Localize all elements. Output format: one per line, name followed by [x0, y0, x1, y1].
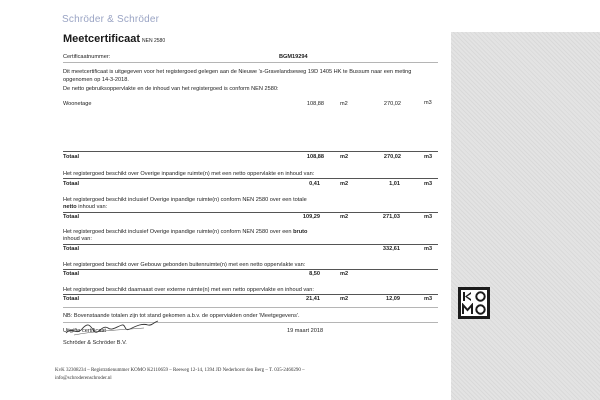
unit-area: m2: [340, 181, 349, 187]
total-label: Totaal: [63, 154, 80, 160]
unit-area: m2: [340, 101, 348, 107]
cert-number-label: Certificaatnummer:: [63, 54, 111, 60]
overige-total-label: Totaal: [63, 181, 80, 187]
total-area: 108,88: [306, 154, 324, 160]
row-volume-woonetage: 270,02: [383, 101, 401, 107]
komo-logo: [458, 287, 490, 319]
section-divider: [63, 269, 438, 270]
note-text: NB: Bovenstaande totalen zijn tot stand gekomen a.b.v. de opperviakten onder 'Meetgegevens'.: [63, 313, 300, 319]
unit-volume: m3: [424, 246, 433, 252]
side-band: [451, 32, 600, 400]
cert-number-value: BGM19294: [279, 54, 308, 60]
komo-o2-icon: [474, 303, 487, 316]
section-divider: [63, 178, 438, 179]
unit-volume: m3: [424, 296, 433, 302]
row-area-woonetage: 108,88: [306, 101, 324, 107]
row-label-woonetage: Woonetage: [63, 101, 92, 107]
section-heading-overige: Het registergoed beschikt over Overige inpandige ruimte(n) met een netto oppervlakte en inhoud van:: [63, 171, 315, 177]
bruto-emphasis: bruto: [293, 229, 308, 235]
bruto-text: Het registergoed beschikt inclusief Overige inpandige ruimte(n) conform NEN 2580 over een: [63, 229, 294, 235]
footer-email: info@schroderenschroder.nl: [55, 376, 112, 381]
overige-volume: 1,01: [389, 181, 400, 187]
komo-m-icon: [461, 303, 474, 316]
externe-total-label: Totaal: [63, 296, 80, 302]
unit-area: m2: [340, 214, 349, 220]
issue-date: 19 maart 2018: [287, 328, 324, 334]
intro-conform: De netto gebruiksoppervlakte en de inhoud van het registergoed is conform NEN 2580:: [63, 86, 279, 92]
netto-rest: inhoud van:: [76, 204, 108, 210]
gebouw-total-label: Totaal: [63, 271, 80, 277]
section-divider: [63, 294, 438, 295]
unit-volume: m3: [424, 181, 433, 187]
unit-volume: m3: [424, 214, 433, 220]
section-heading-externe: Het registergoed beschikt daarnaast over externe ruimte(n) met een netto oppervlakte en inhoud van:: [63, 287, 314, 293]
unit-area: m2: [340, 296, 349, 302]
incl-bruto-volume: 332,61: [382, 246, 400, 252]
total-divider: [63, 151, 438, 152]
externe-volume: 12,09: [386, 296, 400, 302]
divider: [63, 307, 438, 308]
unit-volume: m3: [424, 100, 432, 106]
page-footer: [55, 367, 450, 383]
signer-name: Schröder & Schröder B.V.: [63, 340, 127, 346]
komo-k-icon: [461, 290, 474, 303]
incl-netto-volume: 271,03: [382, 214, 400, 220]
section-heading-gebouw: Het registergoed beschikt over Gebouw gebonden buitenruimte(n) met een netto oppervlakte van:: [63, 262, 306, 268]
overige-area: 0,41: [309, 181, 320, 187]
issue-label: Uitgifte certificaat: [63, 328, 106, 334]
gebouw-area: 8,50: [309, 271, 320, 277]
total-volume: 270,02: [383, 154, 401, 160]
signature-image: [64, 316, 160, 338]
company-logo: Schröder & Schröder: [62, 14, 160, 25]
incl-netto-total-label: Totaal: [63, 214, 80, 220]
externe-area: 21,41: [306, 296, 320, 302]
section-divider: [63, 244, 438, 245]
section-heading-incl-netto-2: [63, 204, 107, 210]
title-main: Meetcertificaat: [63, 33, 141, 45]
unit-area: m2: [340, 271, 349, 277]
section-divider: [63, 212, 438, 213]
netto-emphasis: netto: [63, 204, 77, 210]
footer-line-1: KvK 32308234 – Registratienummer KOMO K2110659 – Reeweg 12-14, 1394 JD Nederhorst den Berg – T. 035-2460290 –: [55, 368, 305, 373]
incl-netto-area: 109,29: [302, 214, 320, 220]
section-heading-incl-bruto: [63, 229, 307, 235]
page-title: [63, 33, 165, 45]
section-heading-incl-netto: Het registergoed beschikt inclusief Overige inpandige ruimte(n) conform NEN 2580 over een totale: [63, 197, 307, 203]
unit-area: m2: [340, 154, 349, 160]
divider: [63, 62, 438, 63]
incl-bruto-total-label: Totaal: [63, 246, 80, 252]
unit-volume: m3: [424, 154, 433, 160]
komo-o-icon: [474, 290, 487, 303]
intro-paragraph: Dit meetcertificaat is uitgegeven voor het registergoed gelegen aan de Nieuwe 's-Gravelandseweg 19D 1405 HK te Bussum naar een meting opgenomen op 14-3-2018.: [63, 69, 412, 83]
title-sub: NEN 2580: [142, 38, 166, 44]
section-heading-incl-bruto-2: inhoud van:: [63, 236, 92, 242]
